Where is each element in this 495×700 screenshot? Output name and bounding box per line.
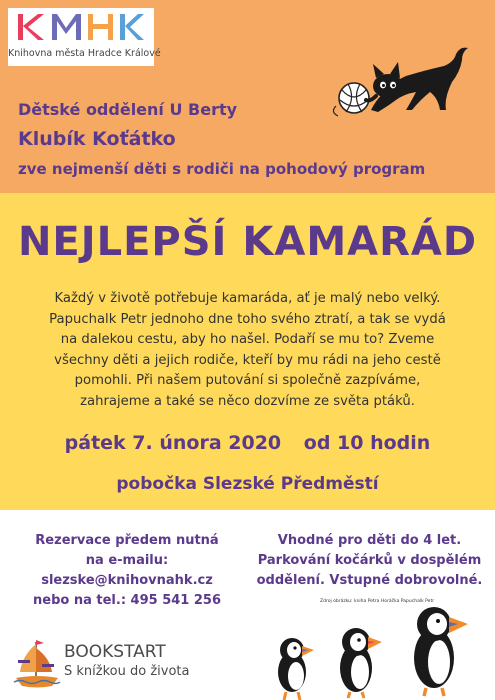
event-place: pobočka Slezské Předměstí [116,474,379,494]
description-line: pomohli. Při našem putování si společně zazpíváme, [74,373,421,388]
event-title: NEJLEPŠÍ KAMARÁD [17,219,478,265]
invitation-text: zve nejmenší děti s rodiči na pohodový program [18,160,426,178]
note-line: oddělení. Vstupné dobrovolné. [256,573,483,588]
kmhk-logo-icon [16,12,146,42]
library-logo [8,8,161,66]
reservation-line: Rezervace předem nutná [35,533,219,548]
bookstart-ship-icon [12,634,62,690]
event-notes [252,531,487,591]
description-line: Papuchalk Petr jednoho dne toho svého ztratí, a tak se vydá [49,311,446,327]
logo-caption: Knihovna města Hradce Králové [8,48,161,59]
bookstart-logo [12,634,212,694]
bookstart-title: BOOKSTART [64,642,166,662]
note-line: Parkování kočárků v dospělém [257,553,482,568]
reservation-info [22,531,232,611]
club-name: Klubík Koťátko [18,128,176,150]
event-time: od 10 hodin [303,432,431,454]
description-line: zahrajeme a také se něco dozvíme ze světa ptáků. [80,393,415,409]
reservation-email[interactable]: slezske@knihovnahk.cz [41,573,213,588]
note-line: Vhodné pro děti do 4 let. [277,533,462,548]
bookstart-subtitle: S knížkou do života [64,664,190,679]
image-credit: Zdroj obrázku: kniha Petra Horáčka Papuchalk Petr [320,599,435,604]
description-line: všechny děti a jejich rodiče, kteří by mu rádi na jeho cestě [54,352,441,368]
puffins-illustration-icon [262,598,495,700]
description-line: na dalekou cestu, aby ho našel. Podaří se mu to? Zveme [60,332,435,347]
event-datetime [0,432,495,454]
cat-with-yarn-icon [326,40,476,122]
reservation-line: na e-mailu: [85,553,169,568]
event-description [30,289,465,412]
department-name: Dětské oddělení U Berty [18,100,238,119]
description-line: Každý v životě potřebuje kamaráda, ať je malý nebo velký. [54,291,441,306]
event-date: pátek 7. února 2020 [64,432,282,454]
reservation-phone: nebo na tel.: 495 541 256 [33,593,221,608]
